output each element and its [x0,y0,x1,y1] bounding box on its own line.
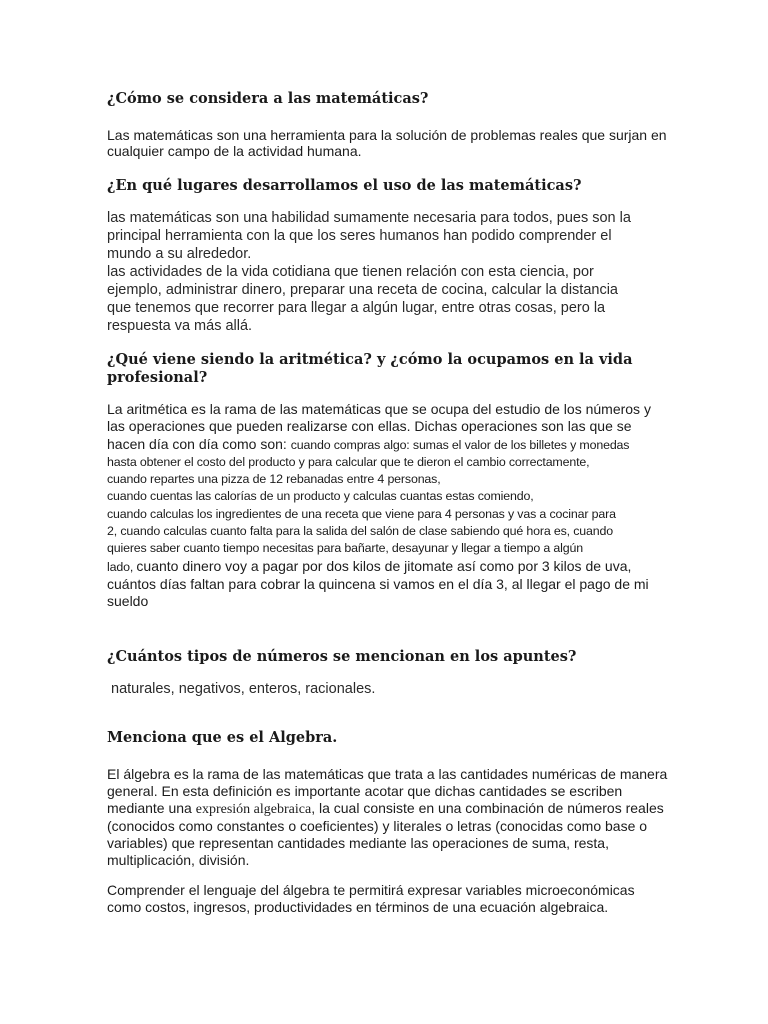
answer-3-text: cuanto dinero voy a pagar por dos kilos de jitomate así como por 3 kilos de uva, [136,557,632,574]
answer-3-line: cuántos días faltan para cobrar la quincena si vamos en el día 3, al llegar el pago de mi [107,575,649,592]
answer-3-line: las operaciones que pueden realizarse con ellas. Dichas operaciones son las que se [107,418,632,435]
answer-3-text: hacen día con día como son: [107,435,291,452]
answer-3-example: cuando cuentas las calorías de un producto y calculas cuantas estas comiendo, [107,489,534,504]
answer-2-line: las actividades de la vida cotidiana que tienen relación con esta ciencia, por [107,264,594,280]
answer-2-line: las matemáticas son una habilidad sumamente necesaria para todos, pues son la [107,210,631,226]
answer-3 [107,401,667,611]
answer-2-line: respuesta va más allá. [107,318,253,334]
answer-3-line [107,558,667,576]
answer-1-line: cualquier campo de la actividad humana. [107,143,362,159]
answer-3-line [107,436,667,454]
answer-5-line: Comprender el lenguaje del álgebra te permitirá expresar variables microeconómicas [107,882,635,898]
answer-5-line: como costos, ingresos, productividades en términos de una ecuación algebraica. [107,899,609,915]
answer-5-line: (conocidos como constantes o coeficientes) y literales o letras (conocidas como base o [107,818,648,835]
question-heading-3-line: ¿Qué viene siendo la aritmética? y ¿cómo la ocupamos en la vida [107,351,633,368]
answer-3-example: cuando compras algo: sumas el valor de los billetes y monedas [290,437,630,452]
answer-3-example: cuando repartes una pizza de 12 rebanadas entre 4 personas, [107,472,441,487]
answer-2-line: principal herramienta con la que los seres humanos han podido comprender el [107,228,612,244]
answer-4: naturales, negativos, enteros, racionales. [107,681,376,697]
question-heading-3-line: profesional? [107,369,208,386]
question-heading-2: ¿En qué lugares desarrollamos el uso de las matemáticas? [107,177,582,194]
algebraic-expression-term: expresión algebraica [195,801,312,817]
answer-1 [107,127,667,159]
answer-5-text: mediante una [107,799,196,816]
answer-3-example: 2, cuando calculas cuanto falta para la salida del salón de clase sabiendo qué hora es, cuando [107,524,613,539]
question-heading-1: ¿Cómo se considera a las matemáticas? [107,90,429,107]
question-heading-3 [107,351,667,387]
answer-3-example: cuando calculas los ingredientes de una receta que viene para 4 personas y vas a cocinar para [107,506,616,521]
answer-3-line: La aritmética es la rama de las matemáticas que se ocupa del estudio de los números y [107,401,651,417]
answer-5-line: variables) que representan cantidades mediante las operaciones de suma, resta, [107,835,609,852]
answer-1-line: Las matemáticas son una herramienta para la solución de problemas reales que surjan en [107,127,667,143]
answer-2 [107,209,667,335]
answer-3-example: hasta obtener el costo del producto y para calcular que te dieron el cambio correctamente, [107,454,590,469]
answer-5-paragraph-1 [107,766,667,869]
answer-2-line: que tenemos que recorrer para llegar a algún lugar, entre otras cosas, pero la [107,300,606,316]
answer-5-line [107,800,667,819]
answer-3-example: lado, [107,559,137,574]
answer-5-line: El álgebra es la rama de las matemáticas que trata a las cantidades numéricas de manera [107,766,668,782]
answer-2-line: mundo a su alrededor. [107,246,252,262]
question-heading-5: Menciona que es el Algebra. [107,729,338,746]
answer-5-line: general. En esta definición es importante acotar que dichas cantidades se escriben [107,782,623,799]
question-heading-4: ¿Cuántos tipos de números se mencionan en los apuntes? [107,648,577,665]
answer-3-line: sueldo [107,593,149,610]
answer-3-example: quieres saber cuanto tiempo necesitas para bañarte, desayunar y llegar a tiempo a algún [107,541,583,556]
answer-5-paragraph-2 [107,882,667,916]
answer-5-text: , la cual consiste en una combinación de números reales [311,799,664,816]
answer-2-line: ejemplo, administrar dinero, preparar una receta de cocina, calcular la distancia [107,282,618,298]
answer-5-line: multiplicación, división. [107,851,250,868]
